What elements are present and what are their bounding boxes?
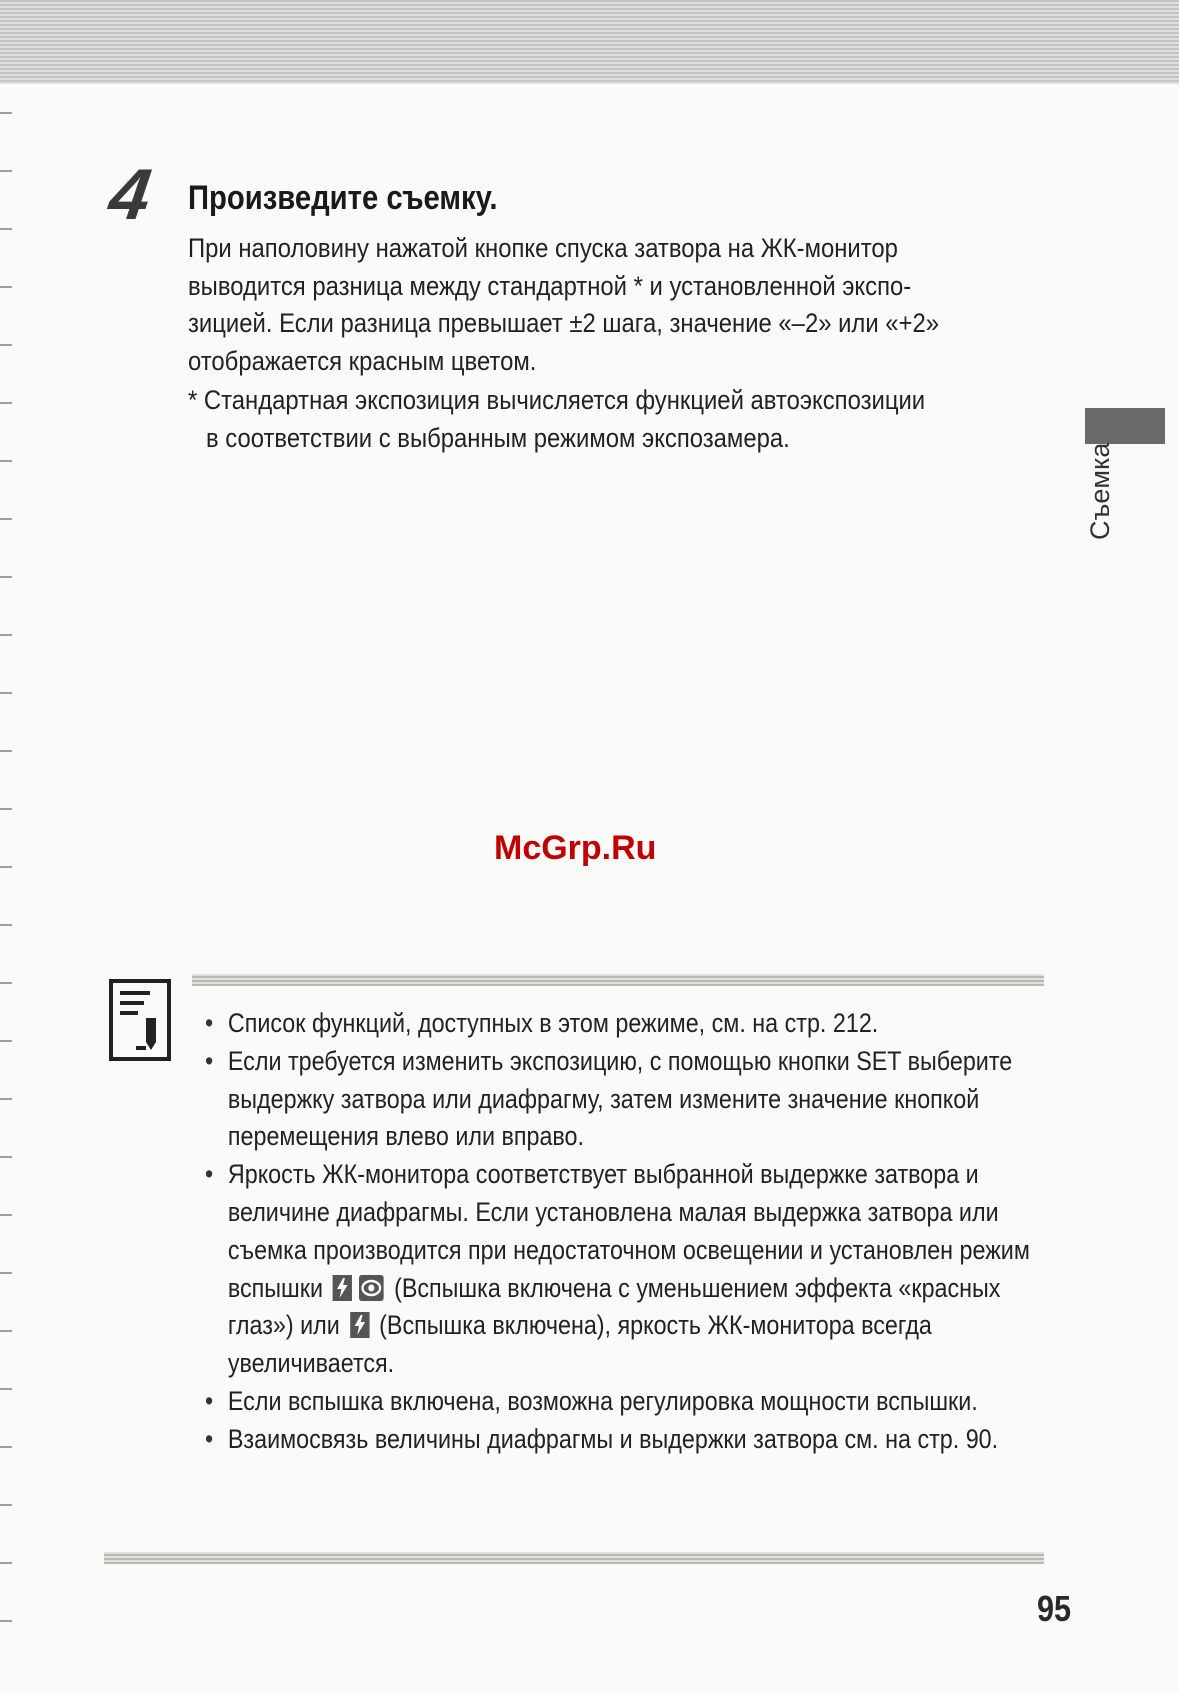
step-line: отображается красным цветом. <box>188 345 537 376</box>
note-text: (Вспышка включена с уменьшением эффекта «красных глаз») или <box>227 1272 1001 1341</box>
watermark-text: McGrp.Ru <box>494 829 657 867</box>
footnote-line: в соответствии с выбранным режимом экспозамера. <box>206 422 790 453</box>
note-text: Яркость ЖК-монитора соответствует выбранной выдержке затвора и величине диафрагмы. Если установлена малая выдержка затвора или съемка производится при недостаточном освещении и установлен режим вспышки <box>227 1159 1030 1303</box>
step-footnote <box>188 382 1016 457</box>
step-line: выводится разница между стандартной * и установленной экспо- <box>188 270 912 301</box>
step-body <box>188 230 1016 457</box>
step-line: При наполовину нажатой кнопке спуска затвора на ЖК-монитор <box>188 233 898 263</box>
step-title: Произведите съемку. <box>188 179 498 217</box>
note-item <box>205 1156 1045 1383</box>
flash-icon <box>333 1275 352 1301</box>
page-number: 95 <box>1037 1588 1072 1629</box>
note-item: • Если вспышка включена, возможна регулировка мощности вспышки. <box>205 1383 1045 1421</box>
section-side-label: Съемка <box>1085 442 1115 540</box>
footnote-line: * Стандартная экспозиция вычисляется функцией автоэкспозиции <box>188 385 926 415</box>
note-item: • Если требуется изменить экспозицию, с помощью кнопки SET выберите выдержку затвора или диафрагму, затем измените значение кнопкой перемещения влево или вправо. <box>205 1043 1045 1156</box>
left-margin-ticks <box>0 84 12 1644</box>
notes-list <box>205 1005 1045 1459</box>
top-header-band <box>0 0 1179 84</box>
red-eye-icon <box>359 1275 384 1301</box>
flash-icon <box>350 1312 369 1338</box>
step-number: 4 <box>104 155 156 235</box>
memo-pencil-icon <box>108 978 172 1062</box>
notes-top-rule <box>192 974 1044 986</box>
note-item: • Взаимосвязь величины диафрагмы и выдержки затвора см. на стр. 90. <box>205 1421 1045 1459</box>
notes-bottom-rule <box>104 1552 1044 1564</box>
step-line: зицией. Если разница превышает ±2 шага, значение «–2» или «+2» <box>188 308 940 338</box>
note-item: • Список функций, доступных в этом режиме, см. на стр. 212. <box>205 1005 1045 1043</box>
note-text: (Вспышка включена), яркость ЖК-монитора всегда увеличивается. <box>227 1310 932 1379</box>
